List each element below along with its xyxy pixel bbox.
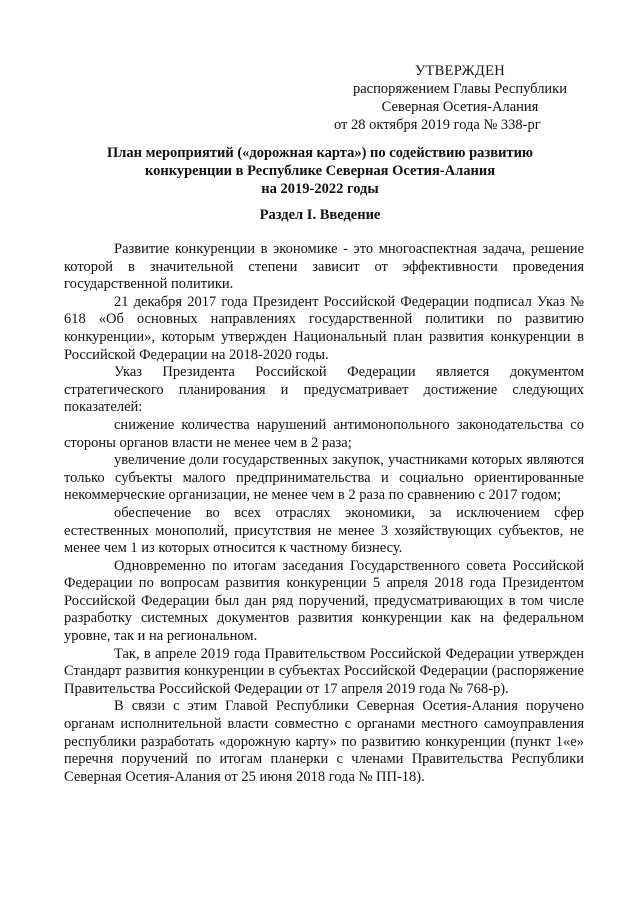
paragraph: Указ Президента Российской Федерации является документом стратегического планирования и предусматривает достижение следующих показателей: xyxy=(64,364,584,416)
paragraph: снижение количества нарушений антимонопольного законодательства со стороны органов власти не менее чем в 2 раза; xyxy=(64,416,584,451)
section-heading: Раздел I. Введение xyxy=(259,207,381,223)
paragraph: Развитие конкуренции в экономике - это многоаспектная задача, решение которой в значительной степени зависит от эффективности проведения государственной политики. xyxy=(64,241,584,293)
approval-date-line: от 28 октября 2019 года № 338-рг xyxy=(334,117,541,133)
document-title-line-1: План мероприятий («дорожная карта») по содействию развитию xyxy=(106,145,533,161)
paragraph: Одновременно по итогам заседания Государственного совета Российской Федерации по вопросам развития конкуренции 5 апреля 2018 года Президентом Российской Федерации был дан ряд поручений, предусматривающих в том числе разработку системных документов развития конкуренции как на федеральном уровне, так и на региональном. xyxy=(64,557,584,645)
paragraph: увеличение доли государственных закупок, участниками которых являются только субъекты малого предпринимательства и социально ориентированные некоммерческие организации, не менее чем в 2 раза по сравнению с 2017 годом; xyxy=(64,452,584,504)
paragraph: В связи с этим Главой Республики Северная Осетия-Алания поручено органам исполнительной власти совместно с органами местного самоуправления республики разработать «дорожную карту» по развитию конкуренции (пункт 1«е» перечня поручений по итогам планерки с членами Правительства Республики Северная Осетия-Алания от 25 июня 2018 года № ПП-18). xyxy=(64,698,584,785)
document-title xyxy=(90,144,550,198)
paragraph: Так, в апреле 2019 года Правительством Российской Федерации утвержден Стандарт развития конкуренции в субъектах Российской Федерации (распоряжение Правительства Российской Федерации от 17 апреля 2019 года № 768-р). xyxy=(64,645,584,697)
document-body xyxy=(64,241,584,786)
approval-heading: УТВЕРЖДЕН xyxy=(414,63,506,79)
document-title-line-2: конкуренции в Республике Северная Осетия-Алания xyxy=(144,163,496,179)
approval-block xyxy=(330,62,590,134)
approval-line-1: распоряжением Главы Республики xyxy=(353,81,567,97)
paragraph: 21 декабря 2017 года Президент Российской Федерации подписал Указ № 618 «Об основных направлениях государственной политики по развитию конкуренции», которым утвержден Национальный план развития конкуренции в Российской Федерации на 2018-2020 годы. xyxy=(64,293,584,363)
document-title-line-3: на 2019-2022 годы xyxy=(261,181,379,197)
paragraph: обеспечение во всех отраслях экономики, за исключением сфер естественных монополий, присутствия не менее 3 хозяйствующих субъектов, не менее чем 1 из которых относится к частному бизнесу. xyxy=(64,504,584,557)
approval-line-2: Северная Осетия-Алания xyxy=(381,99,539,115)
